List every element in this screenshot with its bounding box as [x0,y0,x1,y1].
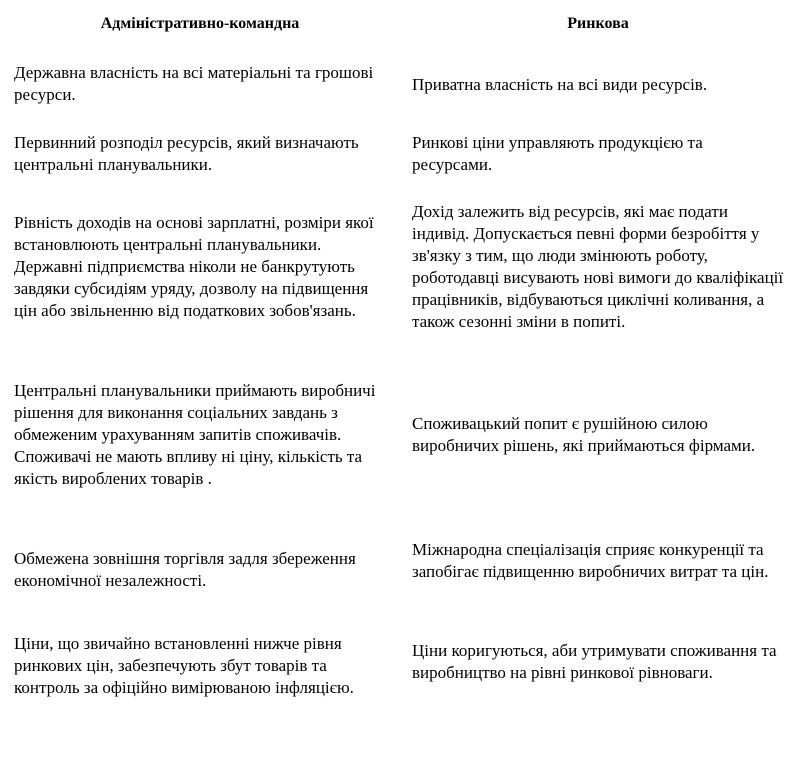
command-economy-cell-income: Рівність доходів на основі зарплатні, розміри якої встановлюють центральні планувальники. Державні підприємства ніколи не банкрутують завдяки субсидіям уряду, дозволу на підвищення цін або звільненню від податкових зобов'язань. [14,213,374,320]
market-economy-cell-income: Дохід залежить від ресурсів, які має подати індивід. Допускається певні форми безробіття у зв'язку з тим, що люди змінюють роботу, роботодавці висувають нові вимоги до кваліфікації працівників, відбуваються циклічні коливання, а також сезонні зміни в попиті. [412,202,784,331]
command-economy-cell-ownership: Державна власність на всі матеріальні та грошові ресурси. [14,63,374,104]
table-header-row [0,14,800,38]
command-economy-cell-resource-allocation: Первинний розподіл ресурсів, який визначають центральні планувальники. [14,133,359,174]
command-economy-cell-foreign-trade: Обмежена зовнішня торгівля задля збереження економічної незалежності. [14,549,356,590]
market-economy-cell-ownership: Приватна власність на всі види ресурсів. [412,75,708,94]
market-economy-cell-production-decisions: Споживацький попит є рушійною силою виробничих рішень, які приймаються фірмами. [412,414,756,455]
column-header-market-economy: Ринкова [567,15,629,32]
command-economy-cell-prices: Ціни, що звичайно встановленні нижче рівня ринкових цін, забезпечують збут товарів та контроль за офіційно вимірюваною інфляцією. [14,634,354,697]
market-economy-cell-resource-allocation: Ринкові ціни управляють продукцією та ресурсами. [412,133,703,174]
market-economy-cell-foreign-trade: Міжнародна спеціалізація сприяє конкуренції та запобігає підвищенню виробничих витрат та цін. [412,540,769,581]
command-economy-cell-production-decisions: Центральні планувальники приймають виробничі рішення для виконання соціальних завдань з обмеженим урахуванням запитів споживачів. Споживачі не мають впливу ні ціну, кількість та якість вироблених товарів . [14,381,376,488]
market-economy-cell-prices: Ціни коригуються, аби утримувати споживання та виробництво на рівні ринкової рівноваги. [412,641,777,682]
column-header-command-economy: Адміністративно-командна [100,15,300,32]
